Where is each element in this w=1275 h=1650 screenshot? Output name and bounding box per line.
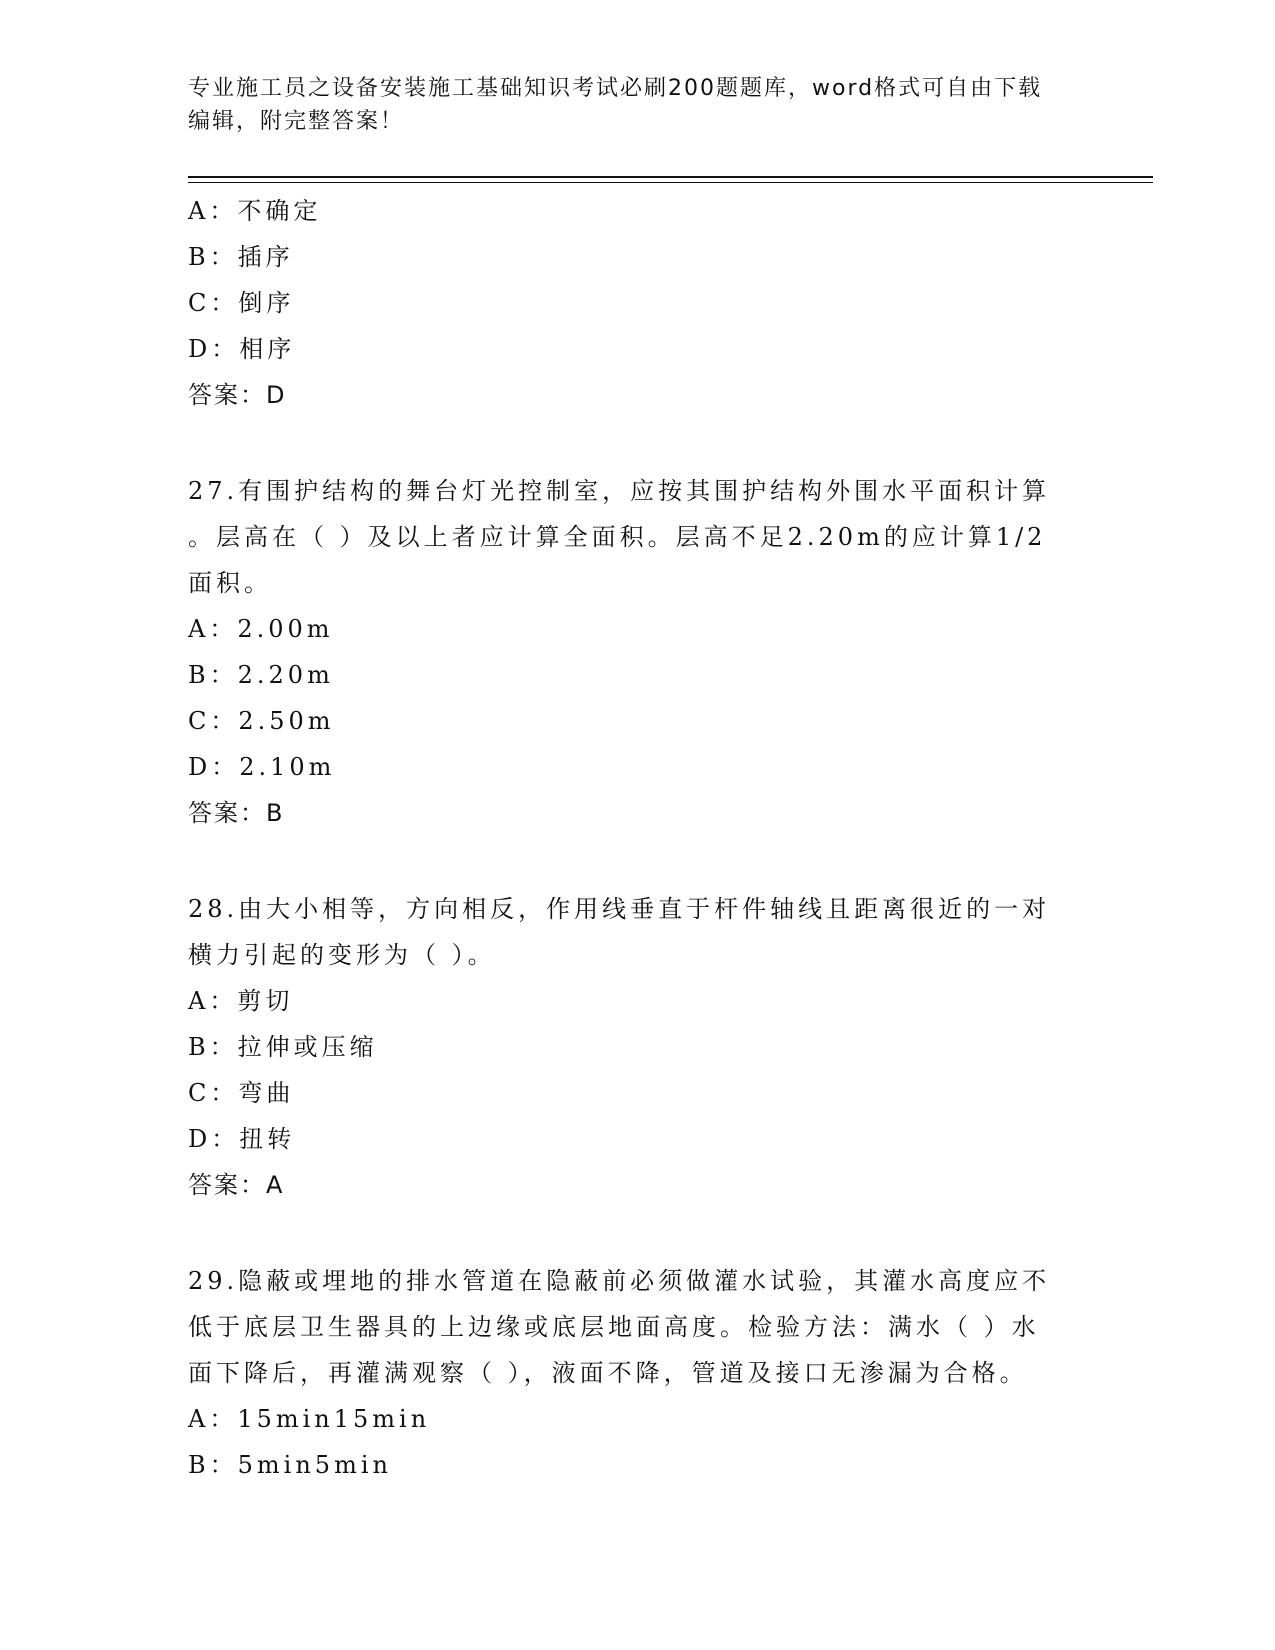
- question-list: [188, 188, 1088, 1488]
- document-header: [188, 72, 1088, 138]
- stem-line: 面积。: [188, 569, 272, 597]
- question-stem: [188, 468, 1088, 606]
- question-29: [188, 1258, 1088, 1488]
- stem-line: 面下降后，再灌满观察（ ），液面不降，管道及接口无渗漏为合格。: [188, 1359, 1028, 1387]
- option-b: B：拉伸或压缩: [188, 1033, 378, 1061]
- stem-line: 29.隐蔽或埋地的排水管道在隐蔽前必须做灌水试验，其灌水高度应不: [188, 1267, 1051, 1295]
- stem-line: 28.由大小相等，方向相反，作用线垂直于杆件轴线且距离很近的一对: [188, 895, 1051, 923]
- stem-line: 27.有围护结构的舞台灯光控制室，应按其围护结构外围水平面积计算: [188, 477, 1051, 505]
- header-rule-thin: [188, 182, 1153, 183]
- stem-line: 横力引起的变形为（ ）。: [188, 941, 496, 969]
- stem-line: 。层高在（ ）及以上者应计算全面积。层高不足2.20m的应计算1/2: [188, 523, 1047, 551]
- answer-label: 答案：B: [188, 799, 285, 827]
- option-a: A：剪切: [188, 987, 294, 1015]
- option-b: B：插序: [188, 243, 294, 271]
- stem-line: 低于底层卫生器具的上边缘或底层地面高度。检验方法：满水（ ）水: [188, 1313, 1040, 1341]
- question-27: [188, 468, 1088, 836]
- header-rule-thick: [188, 176, 1153, 178]
- option-a: A：不确定: [188, 197, 322, 225]
- option-c: C：弯曲: [188, 1079, 295, 1107]
- option-a: A：2.00m: [188, 615, 334, 643]
- answer-label: 答案：A: [188, 1171, 285, 1199]
- option-b: B：2.20m: [188, 661, 334, 689]
- option-d: D：相序: [188, 335, 296, 363]
- option-d: D：扭转: [188, 1125, 296, 1153]
- header-line-2: 编辑，附完整答案！: [188, 109, 405, 134]
- question-28: [188, 886, 1088, 1208]
- option-d: D：2.10m: [188, 753, 336, 781]
- answer-label: 答案：D: [188, 381, 287, 409]
- option-b: B：5min5min: [188, 1451, 392, 1479]
- option-c: C：倒序: [188, 289, 295, 317]
- question-stem: [188, 886, 1088, 978]
- option-c: C：2.50m: [188, 707, 335, 735]
- header-line-1: 专业施工员之设备安装施工基础知识考试必刷200题题库，word格式可自由下载: [188, 76, 1043, 101]
- option-a: A：15min15min: [188, 1405, 431, 1433]
- question-stem: [188, 1258, 1088, 1396]
- question-26: [188, 188, 1088, 418]
